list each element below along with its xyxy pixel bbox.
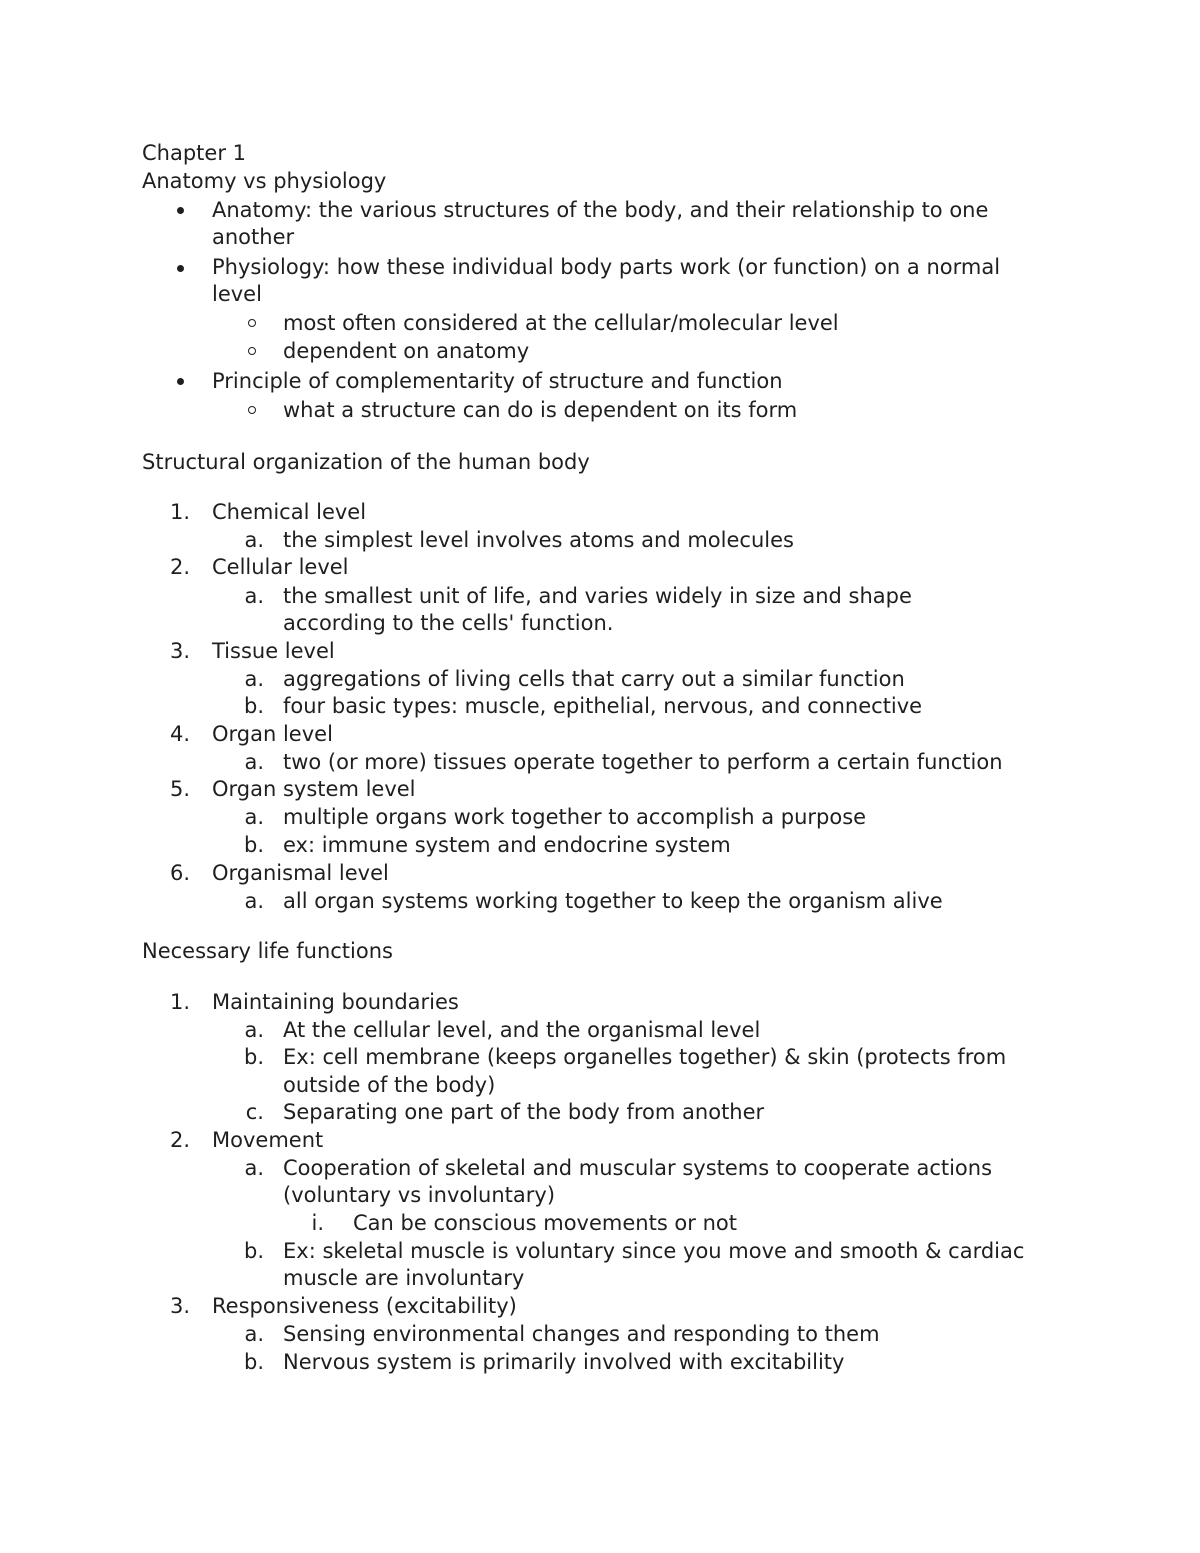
sub-list-item-text-continued: according to the cells' function. (283, 611, 614, 635)
sub-list-item-text: Ex: skeletal muscle is voluntary since you move and smooth & cardiac (283, 1239, 1025, 1263)
list-number: 1. (169, 500, 190, 524)
section-heading-necessary-life-functions: Necessary life functions (142, 939, 393, 963)
sub-list-item-text: Ex: cell membrane (keeps organelles together) & skin (protects from (283, 1045, 1007, 1069)
bullet-marker (177, 378, 184, 385)
sub-sub-list-item-text: Can be conscious movements or not (353, 1211, 737, 1235)
sub-list-item-text: multiple organs work together to accomplish a purpose (283, 805, 867, 829)
sub-sub-list-numeral: i. (311, 1211, 324, 1235)
sub-list-item-text: ex: immune system and endocrine system (283, 833, 731, 857)
sub-list-item-text: what a structure can do is dependent on its form (283, 398, 798, 422)
section-heading-anatomy-physiology: Anatomy vs physiology (142, 169, 387, 193)
sub-list-letter: a. (244, 1018, 264, 1042)
section-heading-structural-organization: Structural organization of the human body (142, 450, 590, 474)
sub-list-item-text: Sensing environmental changes and responding to them (283, 1322, 880, 1346)
list-number: 6. (169, 861, 190, 885)
sub-list-letter: a. (244, 1156, 264, 1180)
list-item-text-continued: level (212, 282, 262, 306)
list-number: 1. (169, 990, 190, 1014)
sub-list-letter: a. (244, 528, 264, 552)
sub-list-letter: b. (243, 1239, 264, 1263)
list-item-label: Organ level (212, 722, 333, 746)
sub-list-item-text: the simplest level involves atoms and molecules (283, 528, 794, 552)
sub-list-item-text: the smallest unit of life, and varies widely in size and shape (283, 584, 912, 608)
list-item-label: Maintaining boundaries (212, 990, 459, 1014)
sub-list-item-text-continued: (voluntary vs involuntary) (283, 1183, 556, 1207)
sub-list-letter: a. (244, 889, 264, 913)
sub-list-letter: b. (243, 694, 264, 718)
list-item-label: Responsiveness (excitability) (212, 1294, 517, 1318)
sub-list-letter: a. (244, 584, 264, 608)
sub-list-item-text: all organ systems working together to keep the organism alive (283, 889, 943, 913)
sub-list-item-text: Separating one part of the body from another (283, 1100, 765, 1124)
list-item-text: Principle of complementarity of structure and function (212, 369, 783, 393)
sub-list-item-text-continued: outside of the body) (283, 1073, 496, 1097)
sub-list-item-text: most often considered at the cellular/molecular level (283, 311, 839, 335)
list-item-text-continued: another (212, 225, 295, 249)
sub-list-item-text: dependent on anatomy (283, 339, 530, 363)
list-item-label: Organ system level (212, 777, 416, 801)
list-item-label: Tissue level (212, 639, 335, 663)
list-item-label: Organismal level (212, 861, 389, 885)
list-item-label: Chemical level (212, 500, 367, 524)
list-number: 4. (169, 722, 190, 746)
sub-list-letter: c. (245, 1100, 264, 1124)
sub-list-letter: b. (243, 833, 264, 857)
sub-list-item-text: At the cellular level, and the organismal level (283, 1018, 761, 1042)
sub-list-item-text: Cooperation of skeletal and muscular systems to cooperate actions (283, 1156, 993, 1180)
sub-bullet-marker (248, 406, 256, 414)
bullet-marker (177, 265, 184, 272)
list-item-text: Physiology: how these individual body parts work (or function) on a normal (212, 255, 1001, 279)
list-item-text: Anatomy: the various structures of the body, and their relationship to one (212, 198, 989, 222)
sub-bullet-marker (248, 347, 256, 355)
sub-list-letter: b. (243, 1045, 264, 1069)
list-number: 5. (169, 777, 190, 801)
chapter-title: Chapter 1 (142, 141, 246, 165)
sub-list-letter: a. (244, 1322, 264, 1346)
bullet-marker (177, 207, 184, 214)
list-number: 2. (169, 1128, 190, 1152)
list-number: 3. (169, 639, 190, 663)
sub-list-item-text: aggregations of living cells that carry out a similar function (283, 667, 905, 691)
list-number: 2. (169, 555, 190, 579)
sub-list-item-text: two (or more) tissues operate together to perform a certain function (283, 750, 1003, 774)
list-item-label: Movement (212, 1128, 324, 1152)
sub-list-letter: b. (243, 1350, 264, 1374)
sub-list-letter: a. (244, 805, 264, 829)
list-number: 3. (169, 1294, 190, 1318)
sub-list-item-text: Nervous system is primarily involved with excitability (283, 1350, 845, 1374)
sub-list-letter: a. (244, 667, 264, 691)
sub-list-letter: a. (244, 750, 264, 774)
list-item-label: Cellular level (212, 555, 349, 579)
sub-list-item-text: four basic types: muscle, epithelial, nervous, and connective (283, 694, 923, 718)
sub-bullet-marker (248, 319, 256, 327)
sub-list-item-text-continued: muscle are involuntary (283, 1266, 525, 1290)
